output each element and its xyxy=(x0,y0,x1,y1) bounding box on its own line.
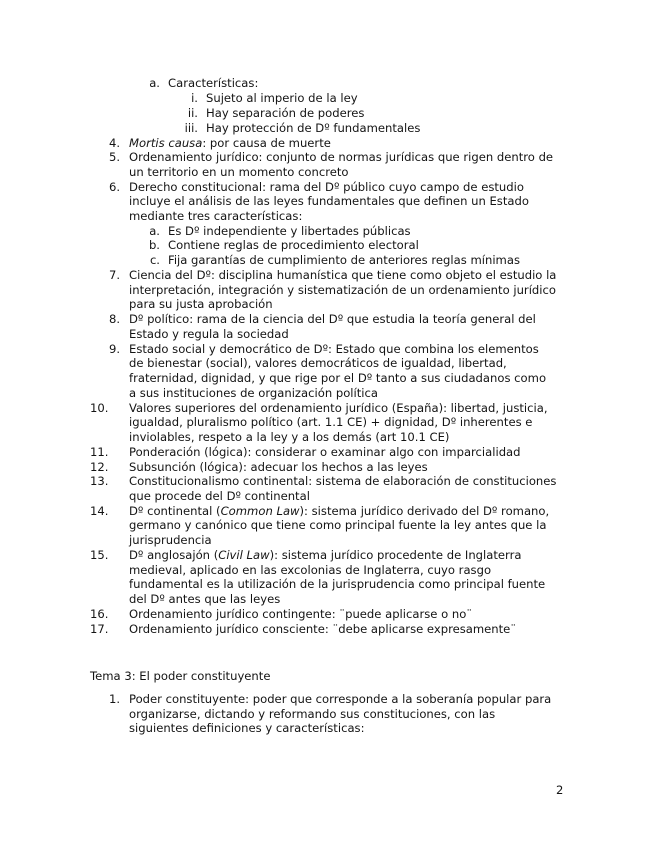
section-heading: Tema 3: El poder constituyente xyxy=(90,669,271,683)
term-common-law: Common Law xyxy=(220,504,300,518)
term-civil-law: Civil Law xyxy=(218,548,270,562)
term-mortis-causa: Mortis causa xyxy=(129,136,203,150)
page-number: 2 xyxy=(556,783,564,797)
